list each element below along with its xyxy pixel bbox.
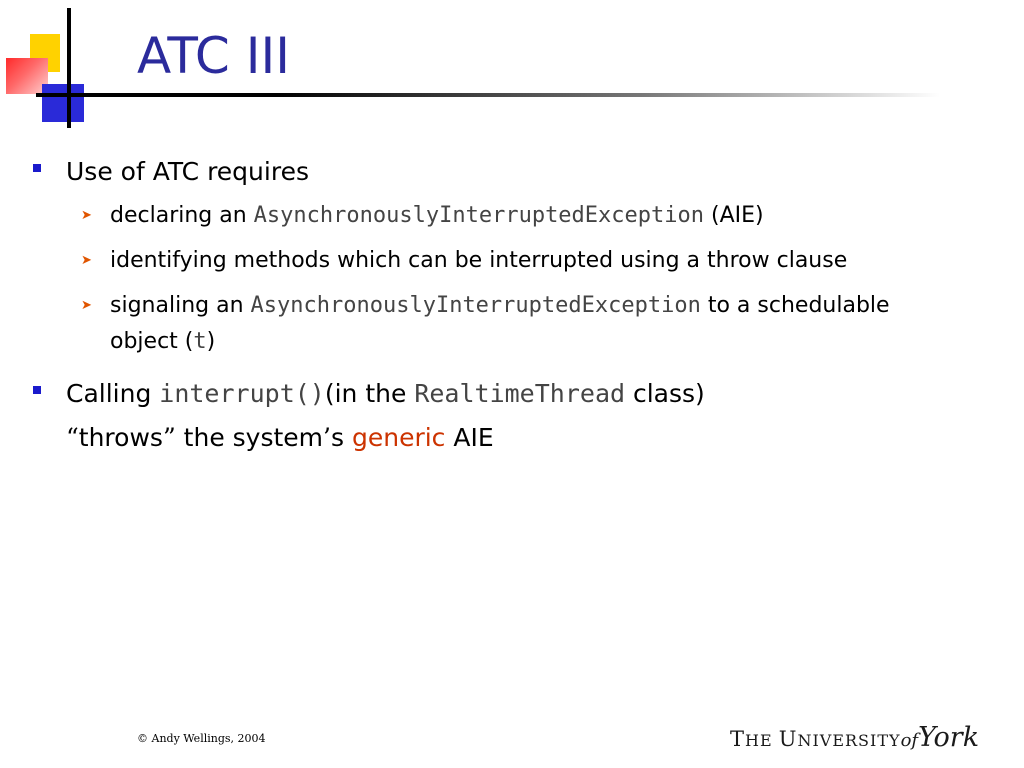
- bullet-2-pre: Calling: [66, 379, 160, 408]
- code-interrupt: interrupt(): [159, 379, 325, 408]
- sub-bullet-3-mid: to a schedulable object (: [110, 293, 890, 354]
- logo-york: York: [918, 722, 980, 753]
- sub-bullet-1: [0, 198, 960, 234]
- slide-title: ATC III: [137, 27, 290, 85]
- decor-vertical-line: [67, 8, 71, 128]
- sub-bullet-3: [0, 288, 960, 360]
- decor-horizontal-line-fade: [276, 93, 940, 97]
- generic-highlight: generic: [351, 423, 446, 452]
- bullet-2-mid3: the system: [175, 423, 324, 452]
- bullet-1: [0, 150, 946, 194]
- logo-of: of: [900, 730, 919, 751]
- sub-bullet-1-post: (AIE): [704, 203, 764, 228]
- bullet-2-end: AIE: [445, 423, 494, 452]
- logo-u: U: [778, 727, 798, 751]
- square-bullet-icon: [33, 164, 41, 172]
- university-of-york-logo: [730, 722, 998, 762]
- sub-bullet-3-pre: signaling an: [110, 293, 251, 318]
- sub-bullet-2-text: identifying methods which can be interrupted using a throw clause: [110, 248, 848, 273]
- bullet-2-throws: throws: [78, 423, 163, 452]
- bullet-2: [0, 372, 946, 460]
- arrow-bullet-icon: ➤: [81, 253, 92, 268]
- arrow-bullet-icon: ➤: [81, 298, 92, 313]
- code-var-t: t: [193, 329, 207, 354]
- open-quote: “: [66, 423, 79, 452]
- logo-t: T: [730, 727, 746, 751]
- close-quote: ”: [162, 423, 176, 452]
- logo-he: HE: [745, 731, 779, 750]
- logo-niversity: NIVERSITY: [797, 731, 901, 750]
- square-bullet-icon: [33, 386, 41, 394]
- footer-copyright: © Andy Wellings, 2004: [137, 732, 266, 745]
- slide-body: [0, 150, 1024, 460]
- arrow-bullet-icon: ➤: [81, 208, 92, 223]
- code-aie-class: AsynchronouslyInterruptedException: [250, 293, 701, 318]
- code-aie-class: AsynchronouslyInterruptedException: [253, 203, 705, 228]
- sub-bullet-3-post: ): [206, 329, 216, 354]
- sub-bullet-1-pre: declaring an: [110, 203, 254, 228]
- code-realtimethread: RealtimeThread: [414, 379, 626, 408]
- bullet-2-s: s: [330, 423, 352, 452]
- bullet-2-mid2: class): [625, 379, 705, 408]
- decor-blue-square: [42, 84, 84, 122]
- bullet-2-mid: (in the: [324, 379, 415, 408]
- sub-bullet-2: [0, 243, 960, 279]
- decor-horizontal-line: [36, 93, 276, 97]
- bullet-1-text: Use of ATC requires: [66, 157, 309, 186]
- apostrophe: ’: [323, 423, 331, 452]
